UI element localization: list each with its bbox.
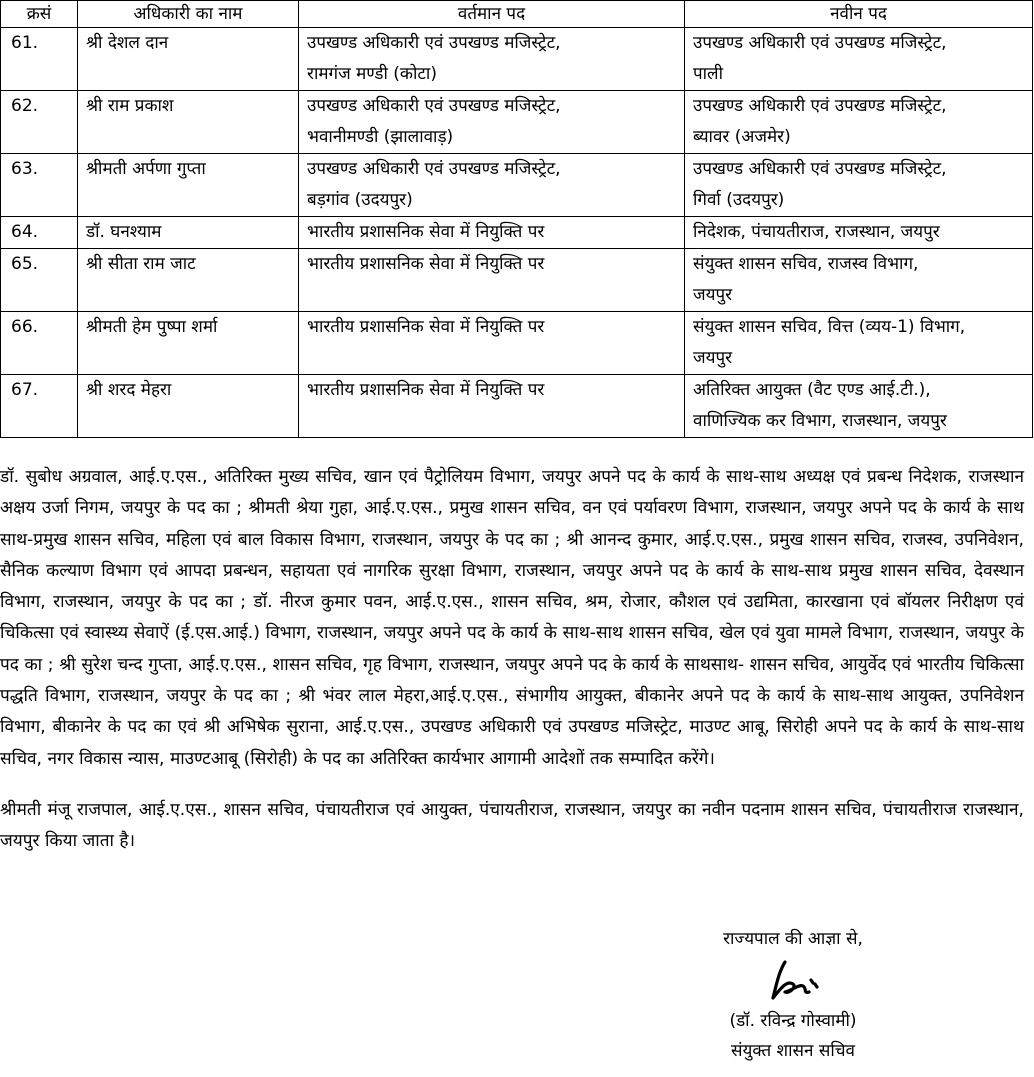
table-row <box>1 28 1033 91</box>
row-current-post: भारतीय प्रशासनिक सेवा में नियुक्ति पर <box>299 217 685 249</box>
table-row <box>1 312 1033 375</box>
row-current-post: उपखण्ड अधिकारी एवं उपखण्ड मजिस्ट्रेट, बड़गांव (उदयपुर) <box>299 154 685 217</box>
row-serial: 67. <box>1 375 78 438</box>
signature-block <box>676 924 910 1066</box>
table-row <box>1 91 1033 154</box>
table-header-row <box>1 1 1033 28</box>
transfer-table <box>0 0 1033 438</box>
row-current-post: भारतीय प्रशासनिक सेवा में नियुक्ति पर <box>299 249 685 312</box>
table-row <box>1 249 1033 312</box>
header-new-post: नवीन पद <box>685 1 1033 28</box>
row-serial: 63. <box>1 154 78 217</box>
table-row <box>1 375 1033 438</box>
additional-charge-paragraph: डॉ. सुबोध अग्रवाल, आई.ए.एस., अतिरिक्त मुख्य सचिव, खान एवं पैट्रोलियम विभाग, जयपुर अपने पद के कार्य के साथ-साथ अध्यक्ष एवं प्रबन्ध निदेशक, राजस्थान अक्षय उर्जा निगम, जयपुर के पद का ; श्रीमती श्रेया गुहा, आई.ए.एस., प्रमुख शासन सचिव, वन एवं पर्यावरण विभाग, राजस्थान, जयपुर अपने पद के कार्य के साथ साथ-प्रमुख शासन सचिव, महिला एवं बाल विकास विभाग, राजस्थान, जयपुर के पद का ; श्री आनन्द कुमार, आई.ए.एस., प्रमुख शासन सचिव, राजस्व, उपनिवेशन, सैनिक कल्याण विभाग एवं आपदा प्रबन्धन, सहायता एवं नागरिक सुरक्षा विभाग, राजस्थान, जयपुर अपने पद के कार्य के साथ-साथ प्रमुख शासन सचिव, देवस्थान विभाग, राजस्थान, जयपुर के पद का ; डॉ. नीरज कुमार पवन, आई.ए.एस., शासन सचिव, श्रम, रोजार, कौशल एवं उद्यमिता, कारखाना एवं बॉयलर निरीक्षण एवं चिकित्सा एवं स्वास्थ्य सेवाऐं (ई.एस.आई.) विभाग, राजस्थान, जयपुर अपने पद के कार्य के साथ-साथ शासन सचिव, खेल एवं युवा मामले विभाग, राजस्थान, जयपुर के पद का ; श्री सुरेश चन्द गुप्ता, आई.ए.एस., शासन सचिव, गृह विभाग, राजस्थान, जयपुर अपने पद के कार्य के साथसाथ- शासन सचिव, आयुर्वेद एवं भारतीय चिकित्सा पद्धति विभाग, राजस्थान, जयपुर के पद का ; श्री भंवर लाल मेहरा,आई.ए.एस., संभागीय आयुक्त, बीकानेर अपने पद के कार्य के साथ-साथ आयुक्त, उपनिवेशन विभाग, बीकानेर के पद का एवं श्री अभिषेक सुराना, आई.ए.एस., उपखण्ड अधिकारी एवं उपखण्ड मजिस्ट्रेट, माउण्ट आबू, सिरोही अपने पद के कार्य के साथ-साथ सचिव, नगर विकास न्यास, माउण्टआबू (सिरोही) के पद का अतिरिक्त कार्यभार आगामी आदेशों तक सम्पादित करेंगे। <box>0 467 1024 769</box>
row-serial: 61. <box>1 28 78 91</box>
row-officer-name: श्री शरद मेहरा <box>78 375 299 438</box>
row-officer-name: श्रीमती हेम पुष्पा शर्मा <box>78 312 299 375</box>
row-serial: 62. <box>1 91 78 154</box>
row-new-post: अतिरिक्त आयुक्त (वैट एण्ड आई.टी.), वाणिज्यिक कर विभाग, राजस्थान, जयपुर <box>685 375 1033 438</box>
signatory-designation: संयुक्त शासन सचिव <box>731 1041 855 1061</box>
header-serial: क्रसं <box>1 1 78 28</box>
designation-change-paragraph: श्रीमती मंजू राजपाल, आई.ए.एस., शासन सचिव, पंचायतीराज एवं आयुक्त, पंचायतीराज, राजस्थान, जयपुर का नवीन पदनाम शासन सचिव, पंचायतीराज राजस्थान, जयपुर किया जाता है। <box>0 799 1024 852</box>
row-serial: 65. <box>1 249 78 312</box>
signatory-name: (डॉ. रविन्द्र गोस्वामी) <box>729 1011 857 1031</box>
row-officer-name: श्री सीता राम जाट <box>78 249 299 312</box>
header-officer-name: अधिकारी का नाम <box>78 1 299 28</box>
row-current-post: उपखण्ड अधिकारी एवं उपखण्ड मजिस्ट्रेट, भवानीमण्डी (झालावाड़) <box>299 91 685 154</box>
table-row <box>1 217 1033 249</box>
row-serial: 64. <box>1 217 78 249</box>
row-serial: 66. <box>1 312 78 375</box>
row-new-post: उपखण्ड अधिकारी एवं उपखण्ड मजिस्ट्रेट, ब्यावर (अजमेर) <box>685 91 1033 154</box>
row-officer-name: डॉ. घनश्याम <box>78 217 299 249</box>
order-line: राज्यपाल की आज्ञा से, <box>723 929 863 949</box>
row-officer-name: श्रीमती अर्पणा गुप्ता <box>78 154 299 217</box>
row-officer-name: श्री देशल दान <box>78 28 299 91</box>
row-new-post: संयुक्त शासन सचिव, वित्त (व्यय-1) विभाग, जयपुर <box>685 312 1033 375</box>
row-new-post: उपखण्ड अधिकारी एवं उपखण्ड मजिस्ट्रेट, गिर्वा (उदयपुर) <box>685 154 1033 217</box>
row-new-post: निदेशक, पंचायतीराज, राजस्थान, जयपुर <box>685 217 1033 249</box>
row-new-post: संयुक्त शासन सचिव, राजस्व विभाग, जयपुर <box>685 249 1033 312</box>
header-current-post: वर्तमान पद <box>299 1 685 28</box>
table-row <box>1 154 1033 217</box>
row-current-post: भारतीय प्रशासनिक सेवा में नियुक्ति पर <box>299 375 685 438</box>
row-current-post: उपखण्ड अधिकारी एवं उपखण्ड मजिस्ट्रेट, रामगंज मण्डी (कोटा) <box>299 28 685 91</box>
signature-icon <box>763 958 823 1002</box>
row-new-post: उपखण्ड अधिकारी एवं उपखण्ड मजिस्ट्रेट, पाली <box>685 28 1033 91</box>
row-officer-name: श्री राम प्रकाश <box>78 91 299 154</box>
order-body <box>0 462 1024 858</box>
row-current-post: भारतीय प्रशासनिक सेवा में नियुक्ति पर <box>299 312 685 375</box>
